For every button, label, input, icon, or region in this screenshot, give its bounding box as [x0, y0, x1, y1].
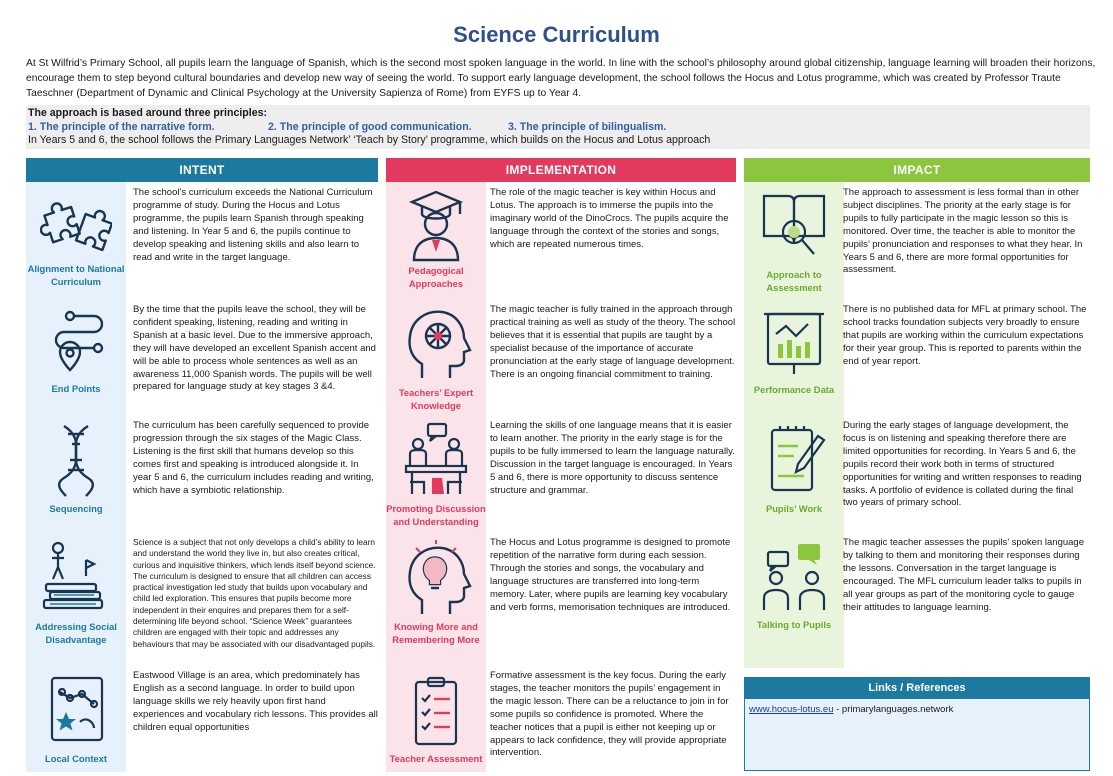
impact-text-1: The approach to assessment is less formal than in other subject disciplines. The priority at the early stage is for pupils to fully participate in the magic lesson so this is monitored. Over time, the teacher is able to monitor the pupils’ pronunciation and responses to what they hear. In Years 5 and 6, there are more formal opportunities for assessment.	[843, 187, 1083, 276]
intent-text-4: Science is a subject that not only develops a child’s ability to learn and understand the world they live in, but also creates critical, curious and inquisitive thinkers, which lends itself beyond science. The curriculum is designed to ensure that all children can access practical investigation led study that builds upon vocabulary and child led exploration. This ensures that pupils become more independent in their enquires and prepares them for a self-determining life beyond school. “Science Week” guarantees children are engaged with their topic and addresses any behaviours that may be associated with our disadvantaged pupils.	[133, 537, 376, 649]
head-lightbulb-icon	[400, 540, 472, 618]
intent-label-4: Addressing Social Disadvantage	[35, 621, 117, 645]
impl-text-1: The role of the magic teacher is key within Hocus and Lotus. The approach is to immerse the pupils into the imaginary world of the DinoCrocs. The pupils acquire the language through the context of the stories and songs, which are repeated numerous times.	[490, 187, 729, 250]
impact-header: IMPACT	[744, 158, 1090, 182]
principles-heading: The approach is based around three principles:	[28, 107, 268, 119]
graduate-icon	[400, 188, 472, 262]
principle-3: 3. The principle of bilingualism.	[508, 120, 667, 133]
principle-1: 1. The principle of the narrative form.	[28, 120, 215, 133]
people-talking-icon	[758, 538, 830, 616]
hocus-lotus-link[interactable]: www.hocus-lotus.eu	[749, 704, 834, 715]
principle-2: 2. The principle of good communication.	[268, 120, 472, 133]
impl-label-5: Teacher Assessment	[389, 753, 483, 764]
intent-text-2: By the time that the pupils leave the school, they will be confident speaking, listening, reading and writing in Spanish at a basic level. Due to the immersive approach, they will have developed an excellent Spanish accent and will be able to process whole sentences as well as an awareness 11,000 Spanish words. The pupils will be well prepared for language study at key stages 3 &4.	[133, 304, 376, 393]
principles-box	[26, 105, 1090, 149]
impact-label-3: Pupils’ Work	[765, 503, 823, 514]
person-climbing-books-icon	[40, 540, 112, 618]
intent-label-2: End Points	[51, 383, 101, 394]
intent-header: INTENT	[26, 158, 378, 182]
links-header: Links / References	[744, 677, 1090, 699]
page-title: Science Curriculum	[453, 22, 660, 47]
impl-text-5: Formative assessment is the key focus. During the early stages, the teacher monitors the pupils’ engagement in the magic lesson. There can be a reluctance to join in for some pupils so confidence is promoted. Where the teacher notices that a pupil is either not keeping up or appears to lack confidence, they will provide appropriate intervention.	[490, 670, 729, 759]
impact-label-1: Approach to Assessment	[766, 269, 822, 293]
impl-label-3: Promoting Discussion and Understanding	[386, 503, 486, 527]
head-brain-icon	[400, 306, 472, 384]
intent-label-3: Sequencing	[49, 503, 103, 514]
book-magnifier-icon	[758, 188, 830, 266]
principles-list	[28, 121, 1088, 135]
intent-text-1: The school’s curriculum exceeds the National Curriculum programme of study. During the Hocus and Lotus programme, the pupils learn Spanish through speaking and listening. In Year 5 and 6, the pupils continue to develop speaking and listening skills and also learn to read and write in the target language.	[133, 187, 373, 263]
notepad-pencil-icon	[758, 422, 830, 500]
links-body	[744, 699, 1090, 771]
impact-text-3: During the early stages of language development, the focus is on listening and speaking therefore there are limited opportunities for recording. In Years 5 and 6, the pupils record their work both in terms of structured opportunities for writing and written responses to reading tasks. A portfolio of evidence is collated during the final two years of primary school.	[843, 420, 1082, 509]
impl-text-2: The magic teacher is fully trained in the approach through practical training as well as study of the theory. The school believes that it is essential that pupils are taught by a specialist because of the importance of accurate pronunciation at the early stage of language development. There is an ongoing financial commitment to training.	[490, 304, 736, 380]
map-pin-path-icon	[40, 306, 112, 380]
impl-label-4: Knowing More and Remembering More	[392, 621, 480, 645]
discussion-table-icon	[400, 422, 472, 500]
impact-text-4: The magic teacher assesses the pupils’ spoken language by talking to them and monitoring their responses during the lessons. Conversation in the target language is encouraged. The MFL curriculum leader talks to pupils in all year groups as part of the monitoring cycle to gauge their attitudes to language learning.	[843, 537, 1084, 613]
impact-label-4: Talking to Pupils	[756, 619, 832, 630]
clipboard-checklist-icon	[400, 674, 472, 750]
impl-text-4: The Hocus and Lotus programme is designed to promote repetition of the narrative form during each session. Through the stories and songs, the vocabulary and language structures are transferred into long-term memory. Later, where pupils are learning key vocabulary and verb forms, memorisation techniques are introduced.	[490, 537, 731, 613]
principles-footer: In Years 5 and 6, the school follows the Primary Languages Network’ ‘Teach by Story’ programme, which builds on the Hocus and Lotus approach	[28, 134, 711, 146]
impact-text-2: There is no published data for MFL at primary school. The school tracks foundation subjects very broadly to ensure that pupils are working within the curriculum expectations for their year group. This is reported to parents within the end of year report.	[843, 304, 1087, 367]
local-map-icon	[40, 672, 112, 750]
dna-icon	[46, 422, 106, 500]
impl-text-3: Learning the skills of one language means that it is easier to learn another. The priority in the early stage is for the pupils to be fully immersed to learn the language naturally. Discussion in the target language is encouraged. In Years 5 and 6, there is more opportunity to discuss sentence structure and grammar.	[490, 420, 735, 496]
intent-label-5: Local Context	[45, 753, 107, 764]
intent-text-3: The curriculum has been carefully sequenced to provide progression through the six stages of the Magic Class. Listening is the first skill that humans develop so this comes first and speaking is introduced alongside it. In year 5 and 6, the curriculum includes reading and writing, which have a symbiotic relationship.	[133, 420, 374, 496]
presentation-chart-icon	[758, 306, 830, 378]
impact-label-2: Performance Data	[753, 384, 835, 395]
intro-paragraph: At St Wilfrid’s Primary School, all pupils learn the language of Spanish, which is the second most spoken language in the world. In line with the school’s philosophy around global citizenship, language learning will broaden their horizons, encourage them to step beyond cultural boundaries and develop new way of seeing the world. To support early language development, the school follows the Hocus and Lotus programme, which was created by Professor Traute Taeschner (Department of Dynamic and Clinical Psychology at the University Sapienza of Rome) from EYFS up to Year 4.	[26, 58, 1096, 99]
intent-text-5: Eastwood Village is an area, which predominately has English as a second language. In order to build upon language skills we rely heavily upon first hand experiences and vocabulary rich lessons. This provides all children equal opportunities	[133, 670, 378, 733]
implementation-header: IMPLEMENTATION	[386, 158, 736, 182]
impl-label-1: Pedagogical Approaches	[408, 265, 464, 289]
intent-label-1: Alignment to National Curriculum	[27, 263, 125, 287]
puzzle-icon	[40, 188, 112, 260]
impl-label-2: Teachers’ Expert Knowledge	[398, 387, 474, 411]
links-rest-text: - primarylanguages.network	[833, 704, 954, 715]
